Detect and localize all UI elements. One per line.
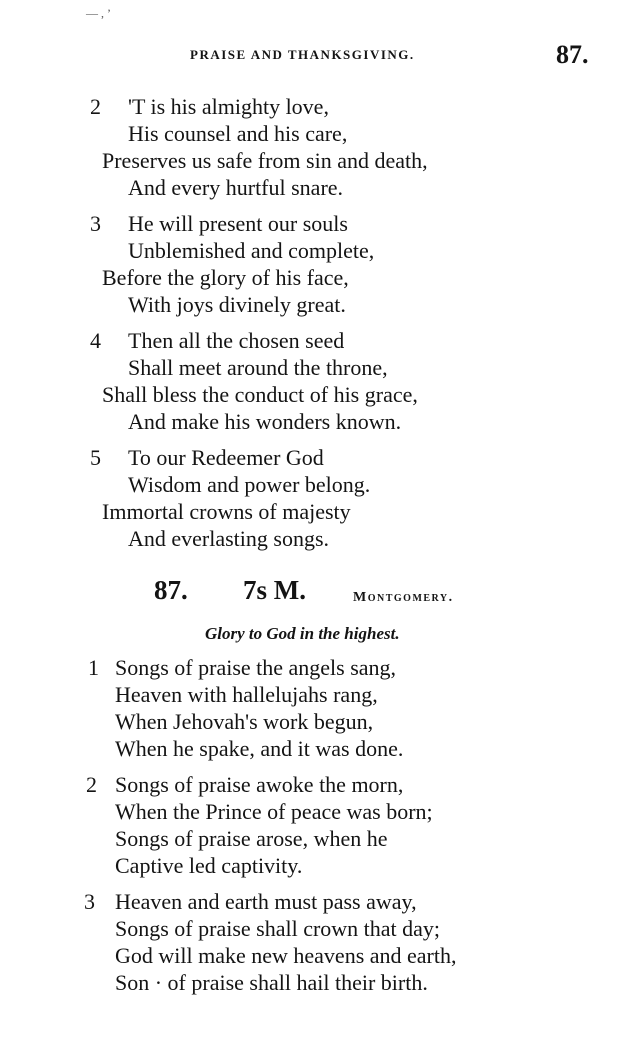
verse-line: Immortal crowns of majesty [102,499,351,524]
verse-line: Unblemished and complete, [128,238,375,263]
page-number: 87. [556,40,589,69]
verse-line: To our Redeemer God [128,445,324,470]
stanza-4-top [90,327,418,435]
hymn-number: 87. [154,575,188,605]
hymn-author: Montgomery. [353,590,454,605]
verse-line: Heaven with hallelujahs rang, [115,682,378,707]
hymn-subtitle: Glory to God in the highest. [205,624,400,643]
verse-line: Heaven and earth must pass away, [115,889,417,914]
verse-line: Songs of praise awoke the morn, [115,772,404,797]
verse-line: When he spake, and it was done. [115,736,404,761]
verse-line: Shall bless the conduct of his grace, [102,382,418,407]
corner-mark: — , ’ [86,6,111,20]
hymn-meter: 7s M. [243,575,306,605]
running-title: PRAISE AND THANKSGIVING. [190,47,415,62]
verse-line: Songs of praise shall crown that day; [115,916,441,941]
stanza-number: 3 [90,211,101,236]
stanza-3-top [90,210,375,318]
stanza-number: 5 [90,445,101,470]
stanza-number: 2 [90,94,101,119]
verse-line: Wisdom and power belong. [128,472,371,497]
verse-line: Songs of praise arose, when he [115,826,388,851]
verse-line: He will present our souls [128,211,348,236]
verse-line: His counsel and his care, [128,121,348,146]
stanza-number: 4 [90,328,101,353]
verse-line: Preserves us safe from sin and death, [102,148,428,173]
verse-line: God will make new heavens and earth, [115,943,457,968]
verse-line: Then all the chosen seed [128,328,345,353]
verse-line: And make his wonders known. [128,409,402,434]
verse-line: With joys divinely great. [128,292,346,317]
verse-line: When Jehovah's work begun, [115,709,374,734]
verse-line: Shall meet around the throne, [128,355,388,380]
stanza-number: 1 [88,655,99,680]
stanza-2-top [90,93,428,201]
verse-line: Before the glory of his face, [102,265,349,290]
verse-line: And everlasting songs. [128,526,330,551]
verse-line: And every hurtful snare. [128,175,344,200]
stanza-number: 2 [86,772,97,797]
stanza-5-top [90,444,371,552]
verse-line: 'T is his almighty love, [128,94,329,119]
verse-line: When the Prince of peace was born; [115,799,433,824]
verse-line: Songs of praise the angels sang, [115,655,397,680]
stanza-number: 3 [84,889,95,914]
verse-line: Son · of praise shall hail their birth. [115,970,428,995]
stanza-3 [84,888,457,996]
stanza-2 [86,771,433,879]
verse-line: Captive led captivity. [115,853,303,878]
stanza-1 [88,654,404,762]
